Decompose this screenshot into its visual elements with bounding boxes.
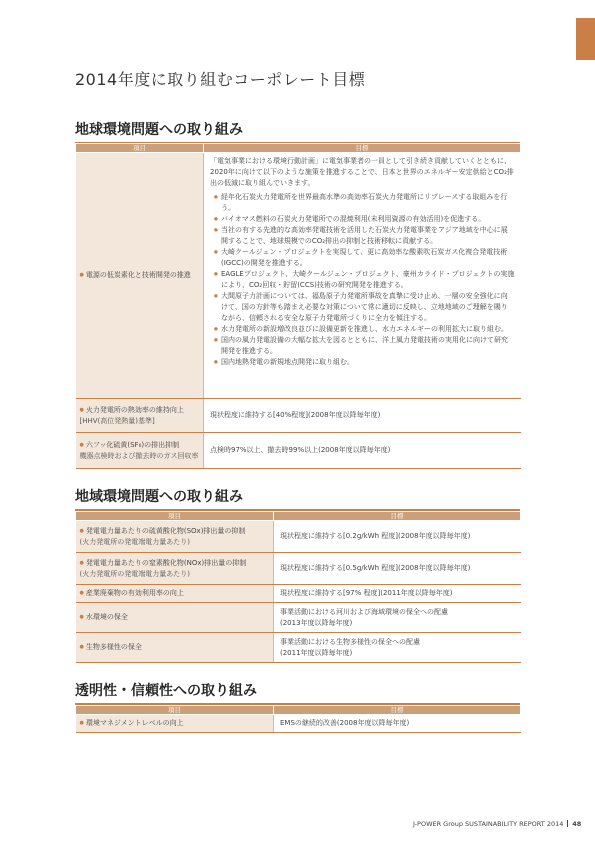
list-item: ● 国内の風力発電設備の大幅な拡大を図るとともに、洋上風力発電技術の実用化に向けて研究開発を推進する。 xyxy=(214,335,515,357)
list-item: ● 経年化石炭火力発電所を世界最高水準の高効率石炭火力発電所にリプレースする取組みを行う。 xyxy=(214,192,515,214)
table-row xyxy=(76,633,521,663)
goal-text: 事業活動における河川および海域環境の保全への配慮 xyxy=(280,607,448,616)
page-footer xyxy=(413,820,581,828)
item-label: ● 産業廃棄物の有効利用率の向上 xyxy=(80,589,184,597)
section-title-regional-environment: 地域環境問題への取り組み xyxy=(75,489,243,505)
table-row xyxy=(76,433,521,469)
goal-list xyxy=(214,192,515,368)
list-item: ● 大崎クールジェン・プロジェクトを実現して、更に高効率な酸素吹石炭ガス化複合発電技術(IGCC)の開発を推進する。 xyxy=(214,247,515,269)
header-item: 項目 xyxy=(76,706,274,715)
table-row xyxy=(76,585,521,603)
item-label: ● 火力発電所の熱効率の維持向上 xyxy=(80,406,184,414)
item-cell xyxy=(76,633,274,663)
item-sublabel: [HHV(高位発熱量)基準] xyxy=(79,416,155,425)
page-number: 48 xyxy=(572,820,582,828)
item-sublabel: (火力発電所の発電端電力量あたり) xyxy=(79,537,190,546)
table-header-row xyxy=(76,706,521,715)
regional-environment-table xyxy=(75,511,521,663)
goal-cell: EMSの継続的改善(2008年度以降毎年度) xyxy=(274,715,521,733)
table-row xyxy=(76,399,521,433)
list-item: ● 大間原子力計画については、福島原子力発電所事故を真摯に受け止め、一層の安全強化に向けて、国の方針等も踏まえ必要な対策について常に適切に反映し、立地地域のご理解を賜りながら、信頼される安全な原子力発電所づくりに全力を傾注する。 xyxy=(214,291,515,324)
item-cell xyxy=(76,521,274,553)
table-row xyxy=(76,521,521,553)
table-row xyxy=(76,603,521,633)
item-cell xyxy=(76,153,204,399)
table-row xyxy=(76,153,521,399)
report-name: J-POWER Group SUSTAINABILITY REPORT 2014 xyxy=(413,820,564,828)
goal-cell: 現状程度に維持する[0.2g/kWh 程度](2008年度以降毎年度) xyxy=(274,521,521,553)
item-cell xyxy=(76,553,274,585)
item-label: ● 発電電力量あたりの窒素酸化物(NOx)排出量の抑制 xyxy=(80,559,247,567)
page-title: 2014年度に取り組むコーポレート目標 xyxy=(75,70,366,89)
list-item: ● バイオマス燃料の石炭火力発電所での混焼利用(未利用資源の有効活用)を促進する。 xyxy=(214,214,515,225)
item-cell xyxy=(76,399,204,433)
item-cell xyxy=(76,603,274,633)
goal-cell: 現状程度に維持する[0.5g/kWh 程度](2008年度以降毎年度) xyxy=(274,553,521,585)
table-header-row xyxy=(76,512,521,521)
item-label: ● 電源の低炭素化と技術開発の推進 xyxy=(80,271,191,279)
table-header-row xyxy=(76,144,521,153)
goal-subtext: (2011年度以降毎年度) xyxy=(280,648,353,657)
goal-cell xyxy=(274,633,521,663)
goal-cell xyxy=(274,603,521,633)
goal-cell: 現状程度に維持する[97% 程度](2011年度以降毎年度) xyxy=(274,585,521,603)
header-item: 項目 xyxy=(76,512,274,521)
item-cell xyxy=(76,433,204,469)
item-cell xyxy=(76,585,274,603)
goal-text: 事業活動における生物多様性の保全への配慮 xyxy=(280,637,420,646)
item-label: ● 水環境の保全 xyxy=(80,613,128,621)
item-label: ● 六フッ化硫黄(SF₆)の排出抑制 xyxy=(80,441,180,449)
goal-subtext: (2013年度以降毎年度) xyxy=(280,618,353,627)
header-goal: 目標 xyxy=(274,706,521,715)
header-item: 項目 xyxy=(76,144,204,153)
section-title-global-environment: 地球環境問題への取り組み xyxy=(75,122,243,138)
item-label: ● 生物多様性の保全 xyxy=(80,643,142,651)
section-title-transparency: 透明性・信頼性への取り組み xyxy=(75,683,257,699)
header-goal: 目標 xyxy=(204,144,521,153)
page-edge-tab xyxy=(576,18,595,60)
item-sublabel: 機器点検時および撤去時のガス回収率 xyxy=(79,451,199,460)
transparency-table xyxy=(75,705,521,733)
list-item: ● EAGLEプロジェクト、大崎クールジェン・プロジェクト、豪州カライド・プロジェクトの実施により、CO₂回収・貯留(CCS)技術の研究開発を推進する。 xyxy=(214,269,515,291)
goal-cell: 点検時97%以上、撤去時99%以上(2008年度以降毎年度) xyxy=(204,433,521,469)
goal-intro: 「電気事業における環境行動計画」に電気事業者の一員として引き続き貢献していくとともに、2020年に向けて以下のような施策を推進することで、日本と世界のエネルギー安定供給とCO₂排出の低減に取り組んでいきます。 xyxy=(210,157,514,187)
goal-cell: 現状程度に維持する[40%程度](2008年度以降毎年度) xyxy=(204,399,521,433)
header-goal: 目標 xyxy=(274,512,521,521)
table-row xyxy=(76,715,521,733)
list-item: ● 当社の有する先進的な高効率発電技術を活用した石炭火力発電事業をアジア地域を中心に展開することで、地球規模でのCO₂排出の抑制と技術移転に貢献する。 xyxy=(214,225,515,247)
goal-cell xyxy=(204,153,521,399)
item-cell xyxy=(76,715,274,733)
item-sublabel: (火力発電所の発電端電力量あたり) xyxy=(79,569,190,578)
item-label: ● 環境マネジメントレベルの向上 xyxy=(80,719,184,727)
list-item: ● 水力発電所の新設増改良並びに設備更新を推進し、水力エネルギーの利用拡大に取り組む。 xyxy=(214,324,515,335)
global-environment-table xyxy=(75,143,521,469)
list-item: ● 国内地熱発電の新規地点開発に取り組む。 xyxy=(214,357,515,368)
item-label: ● 発電電力量あたりの硫黄酸化物(SOx)排出量の抑制 xyxy=(80,527,246,535)
footer-divider xyxy=(567,820,568,827)
table-row xyxy=(76,553,521,585)
